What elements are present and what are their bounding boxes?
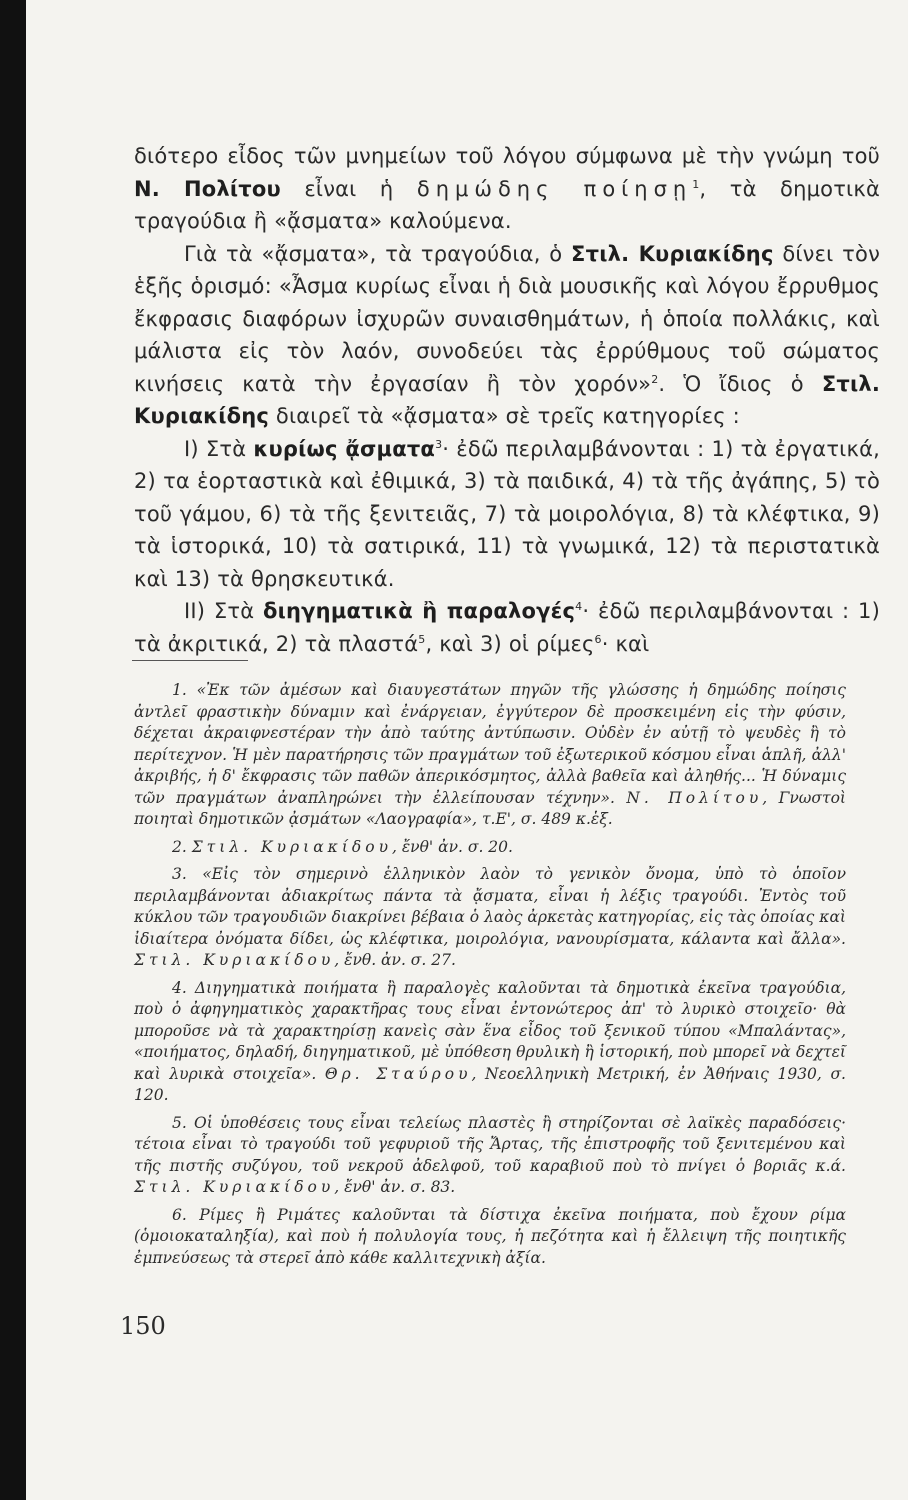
footnote-6 [134,1205,846,1270]
book-page [26,0,908,1500]
footnote-1 [134,680,846,831]
footnote-author: Ν. Πολίτου [626,788,763,807]
footnote-text: , ἔνθ' ἀν. σ. 83. [334,1178,456,1196]
text-run: · καὶ [601,631,650,656]
paragraph-2 [134,238,880,433]
author-name: Στιλ. Κυριακίδης [134,371,881,428]
footnote-text: , ἔνθ' ἀν. σ. 20. [392,837,513,856]
paragraph-3 [134,433,880,596]
footnote-5 [134,1113,846,1199]
footnotes [134,680,846,1275]
author-name: Ν. Πολίτου [134,176,281,201]
text-run: εἶναι ἡ [280,176,417,201]
paragraph-4 [134,595,880,660]
footnote-author: Στιλ. Κυριακίδου [134,951,335,969]
text-run: · ἐδῶ περιλαμβάνονται : 1) τὰ ἐργατικά, 2) τα ἑορταστικὰ καὶ ἐθιμικά, 3) τὰ παιδικά, 4) τὰ τῆς ἀγάπης, 5) τὸ τοῦ γάμου, 6) τὰ τῆς ξενιτειᾶς, 7) τὰ μοιρολόγια, 8) τὰ κλέφτικα, 9) τὰ ἱστορικά, 10) τὰ σατιρικά, 11) τὰ γνωμικά, 12) τὰ περιστατικὰ καὶ 13) τὰ θρησκευτικά. [134,436,880,591]
footnote-text: 3. «Εἰς τὸν σημερινὸ ἑλληνικὸν λαὸν τὸ γενικὸν ὄνομα, ὑπὸ τὸ ὁποῖον περιλαμβάνονται ἀδιακρίτως πάντα τὰ ᾄσματα, εἶναι ἡ λέξις τραγούδι. Ἐντὸς τοῦ κύκλου τῶν τραγουδιῶν διακρίνει βέβαια ὁ λαὸς ἀρκετὰς κατηγορίας, εἰς τὰς ὁποίας καὶ ἰδιαίτερα ὀνόματα δίδει, ὡς κλέφτικα, μοιρολόγια, νανουρίσματα, κάλαντα καὶ ἄλλα». [134,865,846,948]
footnote-ref: 2 [651,372,659,386]
quote-text: δίνει τὸν ἑξῆς ὁρισμό: «Ἆσμα κυρίως εἶναι ἡ διὰ μουσικῆς καὶ λόγου ἔρρυθμος ἔκφρασις διαφόρων ἰσχυρῶν συναισθημάτων, ἡ ὁποία πολλάκις, καὶ μάλιστα εἰς τὸν λαόν, συνοδεύει τὰς ἐρρύθμους τοῦ σώματος κινήσεις κατὰ τὴν ἐργασίαν ἢ τὸν χορόν» [134,241,881,396]
text-line: διότερο εἶδος τῶν μνημείων τοῦ λόγου σύμφωνα μὲ τὴν γνώμη τοῦ [134,144,880,168]
footnote-author: Θρ. Σταύρου [324,1064,472,1083]
footnote-text: 2. [172,837,192,856]
footnote-text: 4. Διηγηματικὰ ποιήματα ἢ παραλογὲς καλοῦνται τὰ δημοτικὰ ἐκεῖνα τραγούδια, ποὺ ὁ ἀφηγηματικὸς χαρακτῆρας τους εἶναι ἐντονώτερος ἀπ' τὸ λυρικὸ στοιχεῖο· θὰ μποροῦσε νὰ τὰ χαρακτηρίσῃ κανεὶς σὰν ἕνα εἶδος τοῦ ξενικοῦ τύπου «Μπαλάντας», «ποιήματος, δηλαδή, διηγηματικοῦ, μὲ ὑπόθεση θρυλικὴ ἢ ἱστορική, ποὺ μπορεῖ νὰ δεχτεῖ καὶ λυρικὰ στοιχεῖα». [134,978,846,1083]
footnote-ref: 3 [435,437,443,451]
footnote-author: Στιλ. Κυριακίδου [134,1178,335,1196]
footnote-ref: 4 [575,600,583,613]
list-number: Ι) Στὰ [184,436,254,461]
text-run: Γιὰ τὰ «ᾄσματα», τὰ τραγούδια, ὁ [184,241,572,266]
footnote-text: , Νεοελληνικὴ Μετρική, ἐν Ἀθήναις 1930, σ. 120. [134,1064,846,1104]
text-run: , τὰ δημοτικὰ τραγούδια ἢ «ᾄσματα» καλούμενα. [134,176,880,233]
paragraph-1 [134,140,880,238]
footnote-text: 6. Ρίμες ἢ Ριμάτες καλοῦνται τὰ δίστιχα ἐκεῖνα ποιήματα, ποὺ ἔχουν ρίμα (ὁμοιοκαταληξία), καὶ ποὺ ἡ πολυλογία τους, ἡ πεζότητα καὶ ἡ ἔλλειψη τῆς ποιητικῆς ἐμπνεύσεως τὰ στερεῖ ἀπὸ κάθε καλλιτεχνικὴ ἀξία. [134,1205,846,1267]
spaced-term: δημώδης ποίησῃ [416,176,693,201]
text-run: , καὶ 3) οἱ ρίμες [425,631,595,656]
footnote-author: Στιλ. Κυριακίδου [191,837,392,856]
text-run: διαιρεῖ τὰ «ᾄσματα» σὲ τρεῖς κατηγορίες : [269,404,740,428]
footnote-4 [134,978,846,1107]
footnote-2 [134,837,846,859]
category-term: κυρίως ᾄσματα [253,436,436,461]
footnote-ref: 5 [418,632,426,646]
footnote-ref: 1 [692,177,700,191]
footnote-3 [134,864,846,972]
footnote-text: , ἔνθ. ἀν. σ. 27. [334,951,456,969]
footnote-text: 5. Οἱ ὑποθέσεις τους εἶναι τελείως πλαστὲς ἢ στηρίζονται σὲ λαϊκὲς παραδόσεις· τέτοια εἶναι τὸ τραγούδι τοῦ γεφυριοῦ τῆς Ἄρτας, τῆς ἐπιστροφῆς τοῦ ξενιτεμένου καὶ τῆς πιστῆς συζύγου, τοῦ νεκροῦ ἀδελφοῦ, τοῦ καραβιοῦ ποὺ τὸ πνίγει ὁ βοριᾶς κ.ά. [134,1113,846,1175]
category-term: διηγηματικὰ ἢ παραλογές [263,599,576,623]
page-number: 150 [120,1312,166,1340]
footnote-divider [132,660,248,661]
footnote-text: 1. «Ἐκ τῶν ἀμέσων καὶ διαυγεστάτων πηγῶν τῆς γλώσσης ἡ δημώδης ποίησις ἀντλεῖ φραστικὴν δύναμιν καὶ ἐνάργειαν, ἐγγύτερον δὲ προσκειμένη εἰς τὴν φύσιν, δέχεται ἀκραιφνεστέραν τὴν ἀπὸ ταύτης ἀντύπωσιν. Οὐδὲν ἐν αὐτῇ τὸ ψευδὲς ἢ τὸ περίτεχνον. Ἡ μὲν παρατήρησις τῶν πραγμάτων τοῦ ἐξωτερικοῦ κόσμου εἶναι ἁπλῆ, ἀλλ' ἀκριβής, ἡ δ' ἔκφρασις τῶν παθῶν ἀπερικόσμητος, ἀλλὰ βαθεῖα καὶ ἀληθής... Ἡ δύναμις τῶν πραγμάτων ἀναπληρώνει τὴν ἐλλείπουσαν τέχνην». [134,681,846,807]
list-number: ΙΙ) Στὰ [184,599,263,623]
text-run: · ἐδῶ περιλαμβάνονται : 1) τὰ ἀκριτικά, 2) τὰ πλαστά [134,599,880,656]
text-run: . Ὁ ἴδιος ὁ [658,371,822,396]
main-text [134,140,880,660]
author-name: Στιλ. Κυριακίδης [571,241,774,266]
footnote-text: , Γνωστοὶ ποιηταὶ δημοτικῶν ᾀσμάτων «Λαογραφία», τ.Ε', σ. 489 κ.ἑξ. [134,788,846,828]
footnote-ref: 6 [594,632,602,646]
